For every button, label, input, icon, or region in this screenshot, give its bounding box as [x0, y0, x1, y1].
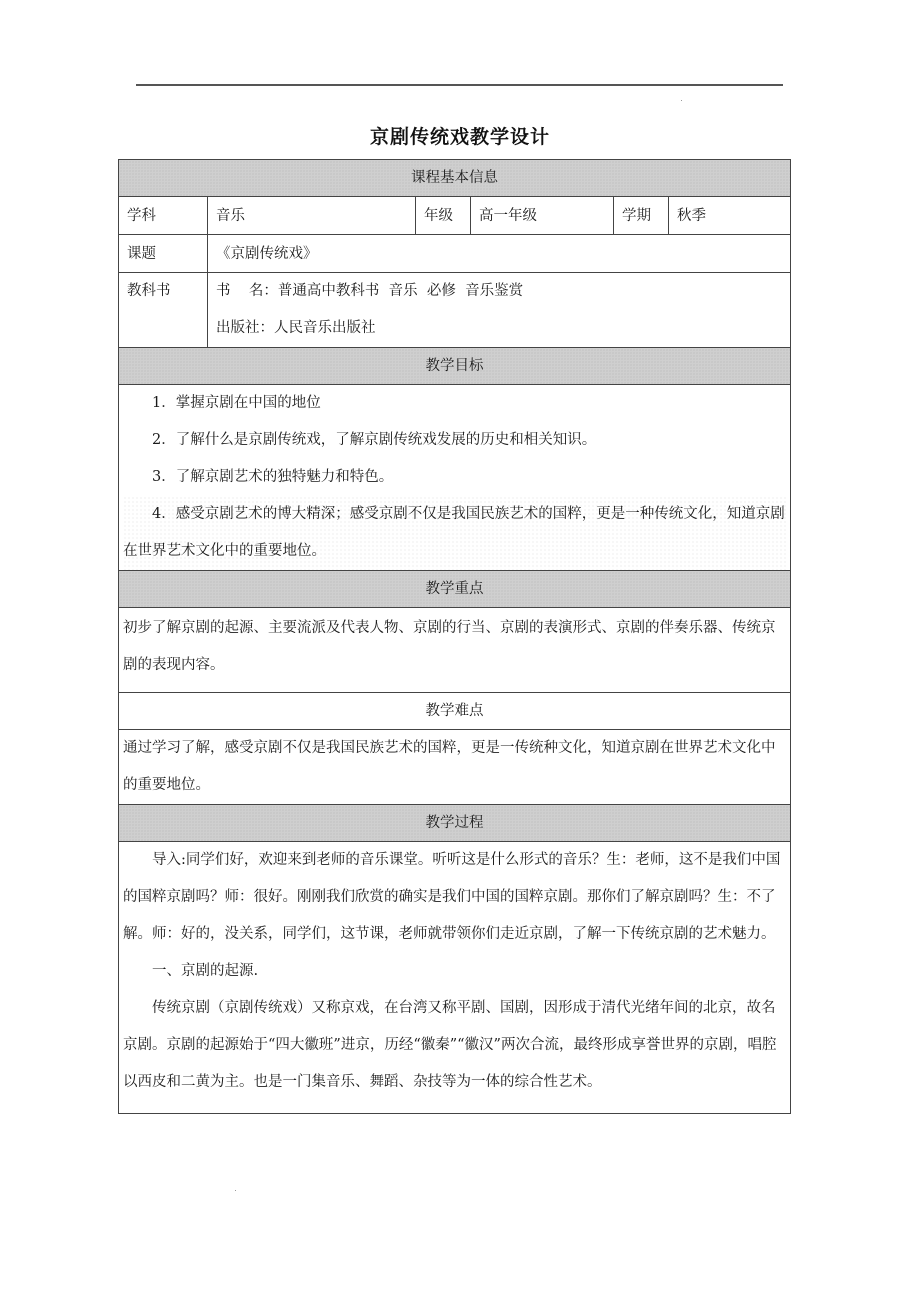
lesson-plan-table: [118, 159, 791, 1114]
section-header-key-points: 教学重点: [119, 571, 791, 608]
page-header-rule: [136, 84, 783, 86]
textbook-name: 书 名：普通高中教科书 音乐 必修 音乐鉴赏: [216, 283, 524, 299]
section-header-process: 教学过程: [119, 805, 791, 842]
difficulties-text: 通过学习了解，感受京剧不仅是我国民族艺术的国粹，更是一传统种文化，知道京剧在世界艺术文化中的重要地位。: [123, 740, 776, 793]
key-points-content: [119, 608, 791, 693]
key-points-text: 初步了解京剧的起源、主要流派及代表人物、京剧的行当、京剧的表演形式、京剧的伴奏乐器、传统京剧的表现内容。: [123, 620, 776, 673]
term-label: 学期: [614, 197, 669, 235]
textbook-value: [208, 273, 791, 348]
grade-label: 年级: [416, 197, 471, 235]
process-subheading: 一、京剧的起源.: [152, 963, 259, 979]
objective-item: 1．掌握京剧在中国的地位: [152, 395, 321, 411]
subject-value: 音乐: [208, 197, 416, 235]
process-paragraph: 传统京剧（京剧传统戏）又称京戏，在台湾又称平剧、国剧，因形成于清代光绪年间的北京，故名京剧。京剧的起源始于“四大徽班”进京，历经“徽秦”“徽汉”两次合流，最终形成享誉世界的京剧，唱腔以西皮和二黄为主。也是一门集音乐、舞蹈、杂技等为一体的综合性艺术。: [123, 1000, 777, 1090]
topic-label: 课题: [119, 235, 208, 273]
textbook-label: 教科书: [119, 273, 208, 348]
objective-item: 4．感受京剧艺术的博大精深；感受京剧不仅是我国民族艺术的国粹，更是一种传统文化，知道京剧在世界艺术文化中的重要地位。: [123, 496, 786, 570]
objectives-content: [119, 385, 791, 571]
process-content: [119, 842, 791, 1114]
process-paragraph: 导入:同学们好，欢迎来到老师的音乐课堂。听听这是什么形式的音乐？生：老师，这不是我们中国的国粹京剧吗？师：很好。刚刚我们欣赏的确实是我们中国的国粹京剧。那你们了解京剧吗？生：不了解。师：好的，没关系，同学们，这节课，老师就带领你们走近京剧，了解一下传统京剧的艺术魅力。: [123, 852, 781, 942]
term-value: 秋季: [669, 197, 791, 235]
difficulties-content: [119, 730, 791, 805]
objective-item: 3．了解京剧艺术的独特魅力和特色。: [152, 469, 394, 485]
section-header-objectives: 教学目标: [119, 348, 791, 385]
topic-value: 《京剧传统戏》: [208, 235, 791, 273]
scan-speck: [681, 100, 682, 101]
section-header-basic-info: 课程基本信息: [119, 160, 791, 197]
scan-speck: [235, 1190, 236, 1191]
document-title: 京剧传统戏教学设计: [369, 126, 550, 148]
section-header-difficulties: 教学难点: [119, 693, 791, 730]
grade-value: 高一年级: [471, 197, 614, 235]
subject-label: 学科: [119, 197, 208, 235]
textbook-publisher: 出版社：人民音乐出版社: [216, 320, 376, 336]
objective-item: 2．了解什么是京剧传统戏，了解京剧传统戏发展的历史和相关知识。: [152, 432, 597, 448]
